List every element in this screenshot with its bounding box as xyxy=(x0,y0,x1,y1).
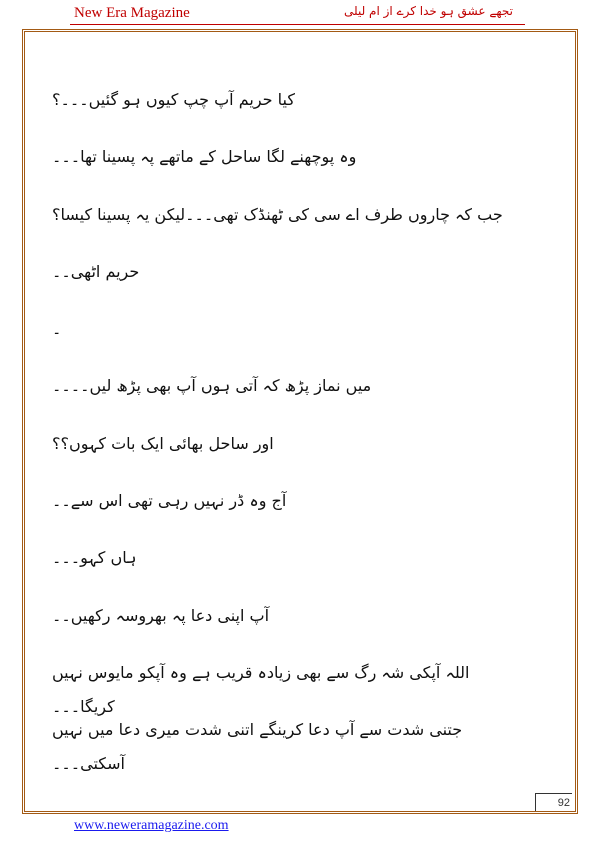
text-line: آپ اپنی دعا پہ بھروسہ رکھیں۔۔ xyxy=(52,605,270,625)
novel-title: تجھے عشق ہو خدا کرے از ام لیلی xyxy=(343,4,513,18)
magazine-name: New Era Magazine xyxy=(74,5,190,21)
text-line: آج وہ ڈر نہیں رہی تھی اس سے۔۔ xyxy=(52,491,287,511)
text-line: ۔ xyxy=(52,319,62,339)
header-divider xyxy=(70,24,525,25)
text-line: اللہ آپکی شہ رگ سے بھی زیادہ قریب ہے وہ آپکو مایوس نہیں کریگا۔۔۔ xyxy=(52,662,470,716)
page-number: 92 xyxy=(535,793,572,811)
website-link[interactable]: www.neweramagazine.com xyxy=(74,818,229,833)
text-line: وہ پوچھنے لگا ساحل کے ماتھے پہ پسینا تھا۔۔۔ xyxy=(52,147,357,167)
text-line: حریم اٹھی۔۔ xyxy=(52,261,140,281)
text-line: میں نماز پڑھ کہ آتی ہوں آپ بھی پڑھ لیں۔۔۔۔ xyxy=(52,376,372,396)
text-line: جتنی شدت سے آپ دعا کرینگے اتنی شدت میری دعا میں نہیں آسکتی۔۔۔ xyxy=(52,720,463,774)
story-text xyxy=(52,83,532,774)
text-line: اور ساحل بھائی ایک بات کہوں؟؟ xyxy=(52,433,274,453)
text-line: ہاں کہو۔۔۔ xyxy=(52,548,137,568)
text-line: کیا حریم آپ چپ کیوں ہو گئیں۔۔۔؟ xyxy=(52,90,295,109)
text-line: جب کہ چاروں طرف اے سی کی ٹھنڈک تھی۔۔۔لیکن یہ پسینا کیسا؟ xyxy=(52,204,503,224)
